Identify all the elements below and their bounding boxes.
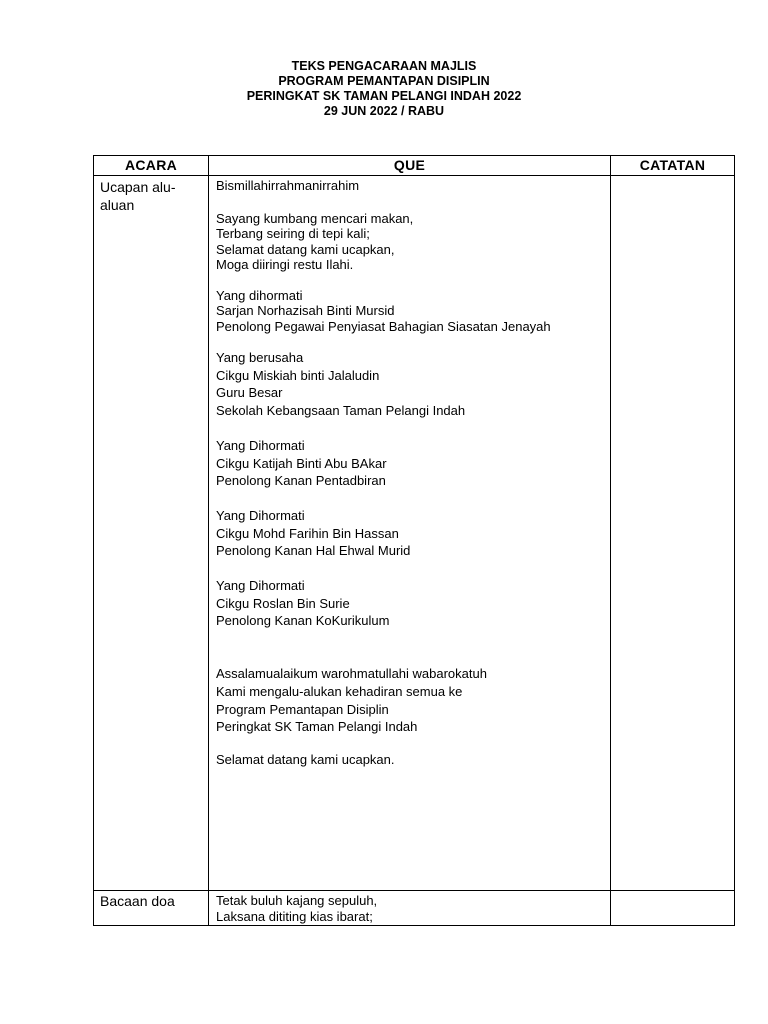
que-line: Bismillahirrahmanirrahim [216, 178, 360, 193]
que-block-pk-hem [216, 507, 604, 560]
que-line: Tetak buluh kajang sepuluh, [216, 893, 378, 908]
que-line: Penolong Kanan Pentadbiran [216, 473, 386, 489]
que-line: Yang Dihormati [216, 437, 305, 453]
que-line: Terbang seiring di tepi kali; [216, 226, 370, 241]
que-cell [209, 176, 611, 891]
que-line: Moga diiringi restu Ilahi. [216, 257, 354, 272]
que-line: Kami mengalu-alukan kehadiran semua ke [216, 683, 463, 699]
que-line: Yang Dihormati [216, 578, 305, 594]
acara-cell: Bacaan doa [94, 891, 209, 926]
que-block-headmaster [216, 349, 604, 420]
que-line: Penolong Kanan KoKurikulum [216, 613, 390, 629]
que-cell [209, 891, 611, 926]
column-header-catatan: CATATAN [611, 156, 735, 176]
catatan-cell [611, 176, 735, 891]
que-block-welcome [216, 751, 604, 769]
program-name: PROGRAM PEMANTAPAN DISIPLIN [278, 74, 490, 88]
que-block-pantun [216, 893, 604, 925]
que-block-guest [216, 288, 604, 335]
column-header-que: QUE [209, 156, 611, 176]
que-line: Selamat datang kami ucapkan, [216, 241, 395, 257]
que-line: Sayang kumbang mencari makan, [216, 210, 414, 226]
que-line: Yang dihormati [216, 287, 303, 303]
event-date: 29 JUN 2022 / RABU [323, 104, 445, 118]
table-header-row [94, 156, 735, 176]
column-header-acara: ACARA [94, 156, 209, 176]
que-line: Laksana dititing kias ibarat; [216, 909, 373, 924]
que-line: Cikgu Katijah Binti Abu BAkar [216, 455, 387, 471]
que-line: Cikgu Roslan Bin Surie [216, 595, 350, 611]
que-line: Guru Besar [216, 385, 283, 401]
que-line: Cikgu Mohd Farihin Bin Hassan [216, 525, 399, 541]
que-line: Peringkat SK Taman Pelangi Indah [216, 719, 418, 735]
que-line: Penolong Pegawai Penyiasat Bahagian Siasatan Jenayah [216, 318, 551, 334]
program-level: PERINGKAT SK TAMAN PELANGI INDAH 2022 [246, 89, 522, 103]
que-block-pk-pentadbiran [216, 437, 604, 490]
que-block-pk-kokurikulum [216, 577, 604, 630]
acara-cell: Ucapan alu-aluan [94, 176, 209, 891]
que-line: Penolong Kanan Hal Ehwal Murid [216, 543, 411, 559]
que-block-salutation [216, 665, 604, 736]
catatan-cell [611, 891, 735, 926]
que-line: Sekolah Kebangsaan Taman Pelangi Indah [216, 403, 466, 419]
que-line: Yang Dihormati [216, 507, 305, 523]
que-line: Assalamualaikum warohmatullahi wabarokatuh [216, 666, 487, 682]
document-title: TEKS PENGACARAAN MAJLIS [291, 59, 477, 73]
script-table [93, 155, 735, 926]
que-line: Program Pemantapan Disiplin [216, 701, 389, 717]
que-line: Yang berusaha [216, 350, 304, 365]
document-header [0, 59, 768, 119]
que-block-opening [216, 178, 604, 194]
que-line: Cikgu Miskiah binti Jalaludin [216, 367, 380, 383]
que-line: Selamat datang kami ucapkan. [216, 751, 395, 767]
table-row [94, 891, 735, 926]
que-block-pantun [216, 211, 604, 273]
que-line: Sarjan Norhazisah Binti Mursid [216, 303, 395, 318]
table-row [94, 176, 735, 891]
